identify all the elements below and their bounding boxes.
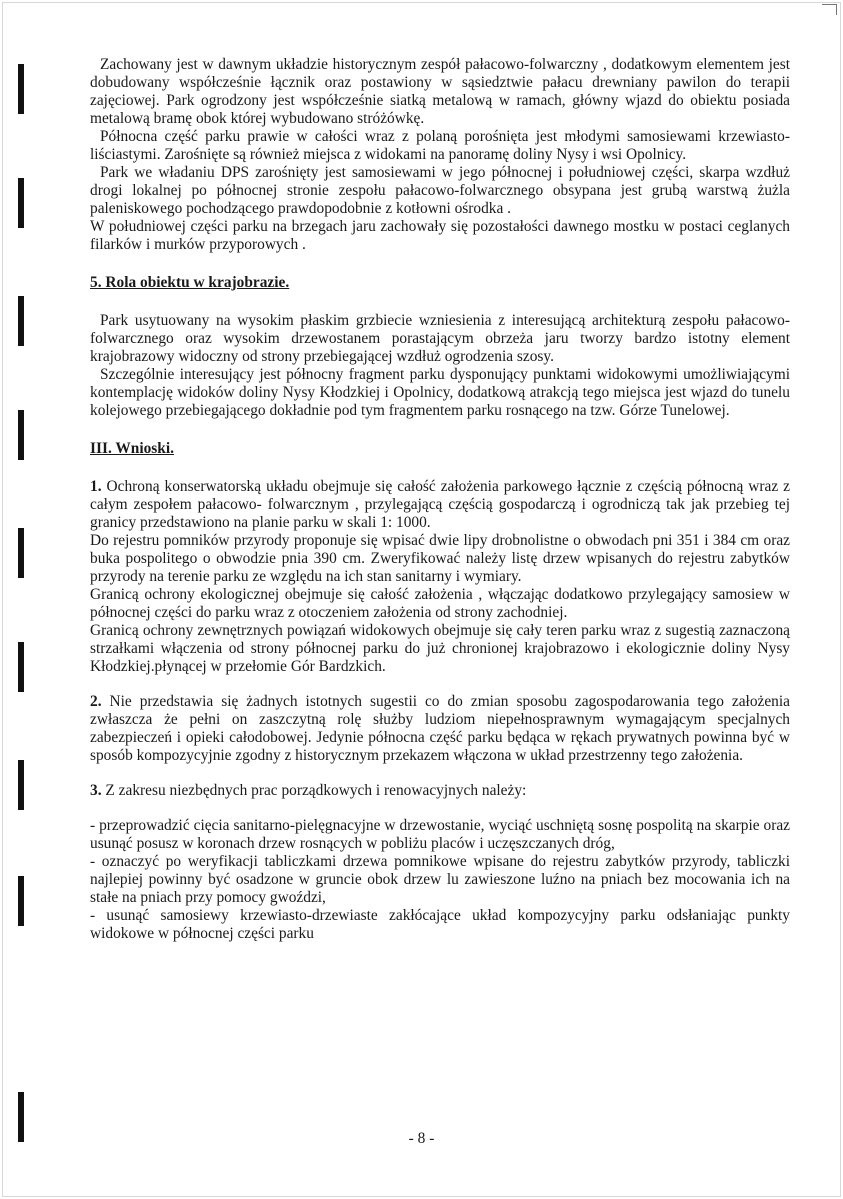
paragraph: Szczególnie interesujący jest północny fragment parku dysponujący punktami widokowymi umożliwiającymi kontemplację widoków doliny Nysy Kłodzkiej i Opolnicy, dodatkową atrakcją tego miejsca jest wjazd do tunelu kolejowego przebiegającego dokładnie pod tym fragmentem parku rosnącego na tzw. Górze Tunelowej. xyxy=(90,366,790,419)
binding-mark xyxy=(18,178,24,228)
page-number: - 8 - xyxy=(408,1130,435,1147)
bullet-item: - oznaczyć po weryfikacji tabliczkami drzewa pomnikowe wpisane do rejestru zabytków przyrody, tabliczki najlepiej powinny być osadzone w gruncie obok drzew lu zawieszone luźno na pniach bez mocowania ich na stałe na pniach przy pomocy gwoździ, xyxy=(90,853,790,906)
bullet-item: - usunąć samosiewy krzewiasto-drzewiaste zakłócające układ kompozycyjny parku odsłaniając punkty widokowe w północnej części parku xyxy=(90,907,790,942)
item-number: 2. xyxy=(90,693,102,710)
paragraph: Granicą ochrony zewnętrznych powiązań widokowych obejmuje się cały teren parku wraz z sugestią zaznaczoną strzałkami włączenia od strony północnej parku do już chronionej krajobrazowo i ekologicznie doliny Nysy Kłodzkiej.płynącej w przełomie Gór Bardzkich. xyxy=(90,622,790,675)
paragraph: Z zakresu niezbędnych prac porządkowych i renowacyjnych należy: xyxy=(105,782,527,799)
paragraph: Północna część parku prawie w całości wraz z polaną porośnięta jest młodymi samosiewami krzewiasto-liściastymi. Zarośnięte są również miejsca z widokami na panoramę doliny Nysy i wsi Opolnicy. xyxy=(90,128,790,163)
paragraph: Zachowany jest w dawnym układzie historycznym zespół pałacowo-folwarczny , dodatkowym elementem jest dobudowany współcześnie łącznik oraz postawiony w sąsiedztwie pałacu drewniany pawilon do terapii zajęciowej. Park ogrodzony jest współcześnie siatką metalową w ramach, główny wjazd do obiektu posiada metalową bramę obok której wybudowano stróżówkę. xyxy=(90,56,790,127)
paragraph: Granicą ochrony ekologicznej obejmuje się całość założenia , włączając dodatkowo przylegający samosiew w północnej części do parku wraz z otoczeniem założenia od strony zachodniej. xyxy=(90,586,790,621)
binding-mark xyxy=(18,642,24,692)
binding-mark xyxy=(18,760,24,810)
paragraph: Ochroną konserwatorską układu obejmuje się całość założenia parkowego łącznie z częścią północną wraz z całym zespołem pałacowo- folwarcznym , przylegającą częścią gospodarczą i ogrodniczą tak jak przebieg tej granicy przedstawiono na planie parku w skali 1: 1000. xyxy=(90,478,790,531)
paragraph: Park usytuowany na wysokim płaskim grzbiecie wzniesienia z interesującą architekturą zespołu pałacowo- folwarcznego oraz wysokim drzewostanem porastającym obrzeża jaru tworzy bardzo istotny element krajobrazowy widoczny od strony przebiegającej wzdłuż ogrodzenia szosy. xyxy=(90,312,790,365)
paragraph: W południowej części parku na brzegach jaru zachowały się pozostałości dawnego mostku w postaci ceglanych filarków i murków przyporowych . xyxy=(90,218,790,253)
scan-corner-mark xyxy=(822,4,837,15)
bullet-item: - przeprowadzić cięcia sanitarno-pielęgnacyjne w drzewostanie, wyciąć uschniętą sosnę pospolitą na skarpie oraz usunąć posusz w koronach drzew rosnących w pobliżu placów i uczęszczanych dróg, xyxy=(90,817,790,852)
list-item xyxy=(90,478,790,532)
paragraph: Nie przedstawia się żadnych istotnych sugestii co do zmian sposobu zagospodarowania tego założenia zwłaszcza że pełni on zaszczytną rolę służby ludziom niepełnosprawnym wymagającym specjalnych zabezpieczeń i opieki całodobowej. Jedynie północna część parku będąca w rękach prywatnych powinna być w sposób kompozycyjnie zgodny z historycznym przekazem włączona w układ przestrzenny tego założenia. xyxy=(90,693,790,764)
binding-mark xyxy=(18,410,24,460)
binding-mark xyxy=(18,876,24,926)
list-item xyxy=(90,782,790,800)
document-body xyxy=(90,56,790,943)
paragraph: Do rejestru pomników przyrody proponuje się wpisać dwie lipy drobnolistne o obwodach pni 351 i 384 cm oraz buka pospolitego o obwodzie pnia 390 cm. Zweryfikować należy listę drzew wpisanych do rejestru zabytków przyrody na terenie parku ze względu na ich stan sanitarny i wymiary. xyxy=(90,532,790,585)
section-heading: III. Wnioski. xyxy=(90,440,174,457)
binding-mark xyxy=(18,296,24,346)
item-number: 3. xyxy=(90,782,102,799)
paragraph: Park we władaniu DPS zarośnięty jest samosiewami w jego północnej i południowej części, skarpa wzdłuż drogi lokalnej po północnej stronie zespołu pałacowo-folwarcznego obsypana jest grubą warstwą żużla paleniskowego pochodzącego prawdopodobnie z kotłowni ośrodka . xyxy=(90,164,790,217)
section-heading: 5. Rola obiektu w krajobrazie. xyxy=(90,274,290,291)
list-item xyxy=(90,693,790,765)
item-number: 1. xyxy=(90,478,102,495)
binding-mark xyxy=(18,64,24,114)
binding-mark xyxy=(18,528,24,578)
